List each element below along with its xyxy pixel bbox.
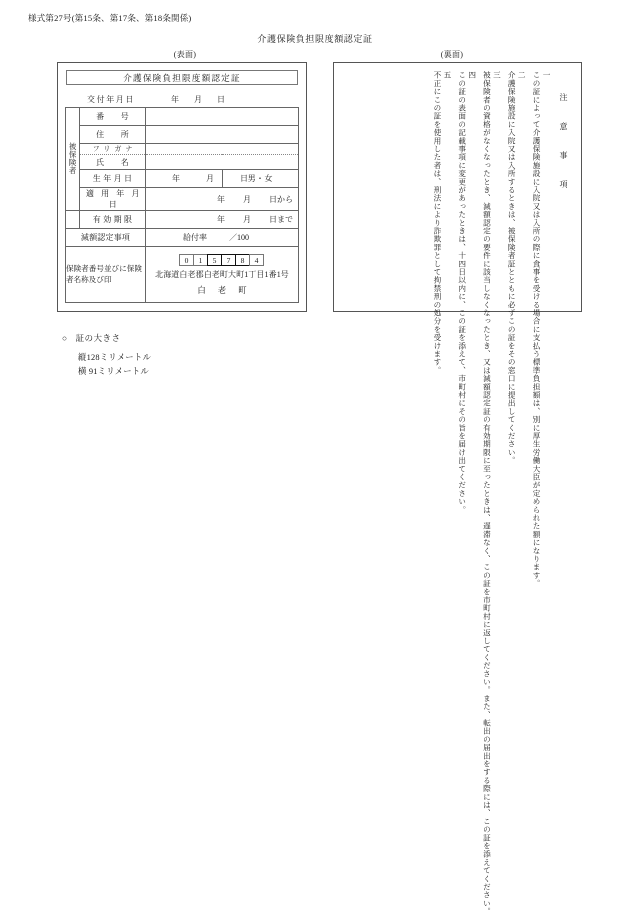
table-row-number [66,108,299,126]
apply-date-year: 年 [217,194,225,204]
issue-date-month: 月 [194,95,203,104]
note-text-1: この証によって介護保険施設に入院又は入所の際に食事を受ける場合に支払う標準負担額は、別に厚生労働大臣が定められた額になります。 [532,71,541,588]
insurer-digit-1[interactable]: 0 [179,254,194,266]
note-text-2: 介護保険施設に入院又は入所するときは、被保険者証とともに必ずこの証をその窓口に提出してください。 [507,71,517,465]
name-value[interactable] [146,155,299,170]
sex-label[interactable]: 男・女 [222,170,299,188]
number-label: 番 号 [80,108,146,126]
benefit-rate-value[interactable] [146,229,299,247]
expiry-year: 年 [217,215,225,224]
expiry-day: 日まで [269,215,293,224]
size-note-heading [62,332,151,347]
benefit-rate-denominator: ／100 [229,233,249,242]
bullet-circle-icon: ○ [62,334,68,343]
number-value[interactable] [146,108,299,126]
issue-date-year: 年 [171,95,180,104]
size-note-height: 縦128ミリメートル [78,352,152,362]
birthdate-day: 日 [240,174,248,183]
vertical-head-char-3: 険 [68,158,77,167]
note-item-2 [504,71,527,465]
back-side-panel [333,62,582,916]
note-text-3: 被保険者の資格がなくなったとき、減額認定の要件に該当しなくなったとき、又は減額認定証の有効期限に至ったときは、遅滞なく、この証を市町村に返してください。また、転出の届出をする際には、この証を添えてください。 [482,71,492,916]
birthdate-value[interactable] [146,170,248,188]
table-row-furigana [66,144,299,155]
issue-date-row [65,85,299,107]
issue-date-label: 交付年月日 [87,95,135,104]
address-label: 住 所 [80,126,146,144]
insurer-number-boxes[interactable] [146,254,298,266]
size-note-block [62,332,151,380]
form-number: 様式第27号(第15条、第17条、第18条関係) [28,13,192,23]
table-row-apply-date [66,188,299,211]
furigana-label [80,144,146,155]
note-text-4: この証の表面の記載事項に変更があったときは、十四日以内に、この証を添えて、市町村にその旨を届け出てください。 [457,71,467,514]
vertical-head-char-4: 者 [68,165,77,175]
insurer-label: 保険者番号並びに保険者名称及び印 [66,247,146,303]
apply-date-label-text: 適 用 年 月 日 [85,189,143,209]
note-item-3 [480,71,503,916]
expiry-value[interactable] [146,211,299,229]
note-marker-3: 三 [492,71,502,79]
name-label: 氏 名 [80,155,146,170]
issue-date-fields [165,94,238,105]
insurer-body [146,247,299,303]
front-side-label: (表面) [173,50,197,59]
reduction-label: 減額認定事項 [66,229,146,247]
front-side-panel [57,62,307,312]
note-item-4 [455,71,478,514]
birthdate-year: 年 [172,174,180,183]
note-item-1 [529,71,552,588]
notes-title: 注 意 事 項 [559,93,568,194]
table-row-insurer [66,247,299,303]
note-text-5: 不正にこの証を使用した者は、刑法により詐欺罪として拘禁刑の処分を受けます。 [432,71,442,375]
note-marker-4: 四 [467,71,477,79]
apply-date-label [80,188,146,211]
size-note-title: 証の大きさ [75,334,121,343]
birthdate-label: 生 年 月 日 [80,170,146,188]
insurer-digit-3[interactable]: 5 [207,254,222,266]
vertical-head-char-1: 被 [68,142,77,152]
expiry-month: 月 [243,215,251,224]
size-note-width: 横 91ミリメートル [78,367,149,377]
apply-date-value[interactable] [146,188,299,211]
insurer-digit-2[interactable]: 1 [193,254,208,266]
insurer-name: 白 老 町 [197,285,252,295]
note-marker-2: 二 [517,71,527,79]
insurer-digit-4[interactable]: 7 [221,254,236,266]
insurer-address: 北海道白老郡白老町大町1丁目1番1号 [155,269,289,279]
certificate-heading: 介護保険負担限度額認定証 [66,70,298,85]
birthdate-month: 月 [206,174,214,183]
insured-person-table [65,107,299,303]
vertical-head-insured [66,108,80,211]
apply-date-day: 日から [269,194,293,204]
document-title: 介護保険負担限度額認定証 [257,34,373,44]
vertical-head-spacer [66,211,80,229]
notes-container [342,69,573,916]
table-row-name [66,155,299,170]
table-row-reduction [66,229,299,247]
insurer-digit-5[interactable]: 8 [235,254,250,266]
address-value[interactable] [146,126,299,144]
issue-date-day: 日 [217,95,226,104]
table-row-address [66,126,299,144]
furigana-label-text: フリガナ [92,145,137,153]
furigana-value[interactable] [146,144,299,155]
vertical-head-char-2: 保 [68,150,77,160]
note-marker-1: 一 [542,71,551,79]
expiry-label: 有 効 期 限 [80,211,146,229]
apply-date-month: 月 [243,194,251,204]
benefit-rate-label: 給付率 [183,233,207,242]
table-row-birthdate [66,170,299,188]
table-row-expiry [66,211,299,229]
back-side-label: (裏面) [440,50,464,59]
note-item-5 [430,71,453,375]
insurer-digit-6[interactable]: 4 [249,254,264,266]
note-marker-5: 五 [442,71,452,79]
